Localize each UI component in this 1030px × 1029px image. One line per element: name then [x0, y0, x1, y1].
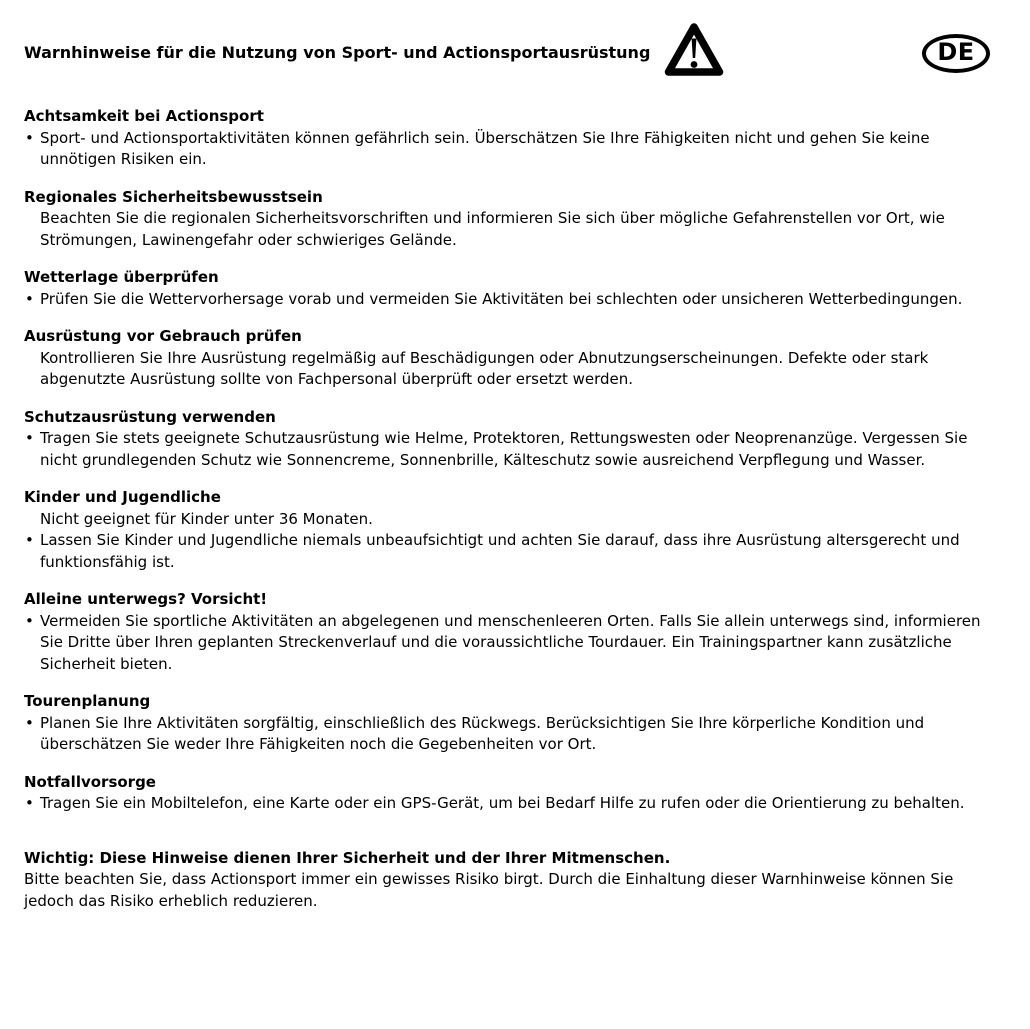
warning-section — [24, 487, 996, 573]
item-text: Tragen Sie stets geeignete Schutzausrüstung wie Helme, Protektoren, Rettungswesten oder Neoprenanzüge. Vergessen Sie nicht grundlegenden Schutz wie Sonnencreme, Sonnenbrille, Kälteschutz sowie ausreichend Verpflegung und Wasser. — [40, 429, 968, 469]
section-item — [24, 289, 996, 311]
section-item — [24, 793, 996, 815]
warning-section — [24, 691, 996, 756]
bullet-marker: • — [25, 794, 34, 812]
document-header — [24, 24, 996, 82]
section-items — [24, 793, 996, 815]
bullet-marker: • — [25, 289, 34, 308]
section-items — [24, 713, 996, 756]
warning-section — [24, 267, 996, 310]
page-title: Warnhinweise für die Nutzung von Sport- und Actionsportausrüstung — [24, 43, 651, 62]
bullet-marker: • — [25, 128, 34, 147]
item-text: Lassen Sie Kinder und Jugendliche niemals unbeaufsichtigt und achten Sie darauf, dass ihre Ausrüstung altersgerecht und funktionsfähig ist. — [40, 531, 960, 571]
warning-section — [24, 407, 996, 472]
section-items — [24, 611, 996, 676]
section-heading: Regionales Sicherheitsbewusstsein — [24, 187, 323, 206]
warning-section — [24, 589, 996, 675]
section-items — [24, 428, 996, 471]
section-items — [24, 208, 996, 251]
section-heading: Schutzausrüstung verwenden — [24, 407, 276, 426]
item-text: Nicht geeignet für Kinder unter 36 Monaten. — [40, 509, 373, 528]
section-item — [24, 509, 996, 531]
section-heading: Wetterlage überprüfen — [24, 268, 219, 286]
section-item — [24, 208, 996, 251]
item-text: Beachten Sie die regionalen Sicherheitsvorschriften und informieren Sie sich über mögliche Gefahrenstellen vor Ort, wie Strömungen, Lawinengefahr oder schwieriges Gelände. — [40, 209, 945, 249]
item-text: Planen Sie Ihre Aktivitäten sorgfältig, einschließlich des Rückwegs. Berücksichtigen Sie Ihre körperliche Kondition und überschätzen Sie weder Ihre Fähigkeiten noch die Gegebenheiten vor Ort. — [40, 713, 925, 753]
section-item — [24, 128, 996, 171]
bullet-marker: • — [25, 611, 34, 630]
document-footer — [24, 848, 996, 913]
section-items — [24, 348, 996, 391]
section-heading: Ausrüstung vor Gebrauch prüfen — [24, 327, 302, 345]
sections — [24, 106, 996, 815]
section-heading: Achtsamkeit bei Actionsport — [24, 107, 264, 125]
section-item — [24, 530, 996, 573]
item-text: Tragen Sie ein Mobiltelefon, eine Karte oder ein GPS-Gerät, um bei Bedarf Hilfe zu rufen oder die Orientierung zu behalten. — [40, 794, 965, 812]
section-heading: Kinder und Jugendliche — [24, 488, 221, 506]
warning-section — [24, 326, 996, 391]
bullet-marker: • — [25, 713, 34, 732]
warning-section — [24, 772, 996, 815]
section-items — [24, 509, 996, 574]
section-heading: Notfallvorsorge — [24, 772, 156, 791]
section-item — [24, 611, 996, 676]
section-heading: Tourenplanung — [24, 692, 151, 710]
section-item — [24, 428, 996, 471]
warning-section — [24, 106, 996, 171]
warning-section — [24, 187, 996, 252]
bullet-marker: • — [25, 531, 34, 549]
section-items — [24, 289, 996, 311]
bullet-marker: • — [25, 429, 34, 447]
footer-bold-line: Wichtig: Diese Hinweise dienen Ihrer Sicherheit und der Ihrer Mitmenschen. — [24, 848, 671, 867]
section-heading: Alleine unterwegs? Vorsicht! — [24, 590, 268, 608]
item-text: Prüfen Sie die Wettervorhersage vorab und vermeiden Sie Aktivitäten bei schlechten oder unsicheren Wetterbedingungen. — [40, 289, 963, 308]
item-text: Sport- und Actionsportaktivitäten können gefährlich sein. Überschätzen Sie Ihre Fähigkeiten nicht und gehen Sie keine unnötigen Risiken ein. — [40, 128, 930, 168]
warning-triangle-icon — [664, 21, 724, 86]
section-item — [24, 713, 996, 756]
item-text: Vermeiden Sie sportliche Aktivitäten an abgelegenen und menschenleeren Orten. Falls Sie allein unterwegs sind, informieren Sie Dritte über Ihren geplanten Streckenverlauf und die voraussichtliche Tourdauer. Ein Trainingspartner kann zusätzliche Sicherheit bieten. — [40, 611, 981, 673]
section-item — [24, 348, 996, 391]
language-badge: DE — [922, 34, 990, 73]
section-items — [24, 128, 996, 171]
footer-text: Bitte beachten Sie, dass Actionsport immer ein gewisses Risiko birgt. Durch die Einhaltung dieser Warnhinweise können Sie jedoch das Risiko erheblich reduzieren. — [24, 870, 954, 910]
item-text: Kontrollieren Sie Ihre Ausrüstung regelmäßig auf Beschädigungen oder Abnutzungserscheinungen. Defekte oder stark abgenutzte Ausrüstung sollte von Fachpersonal überprüft oder ersetzt werden. — [40, 348, 929, 388]
